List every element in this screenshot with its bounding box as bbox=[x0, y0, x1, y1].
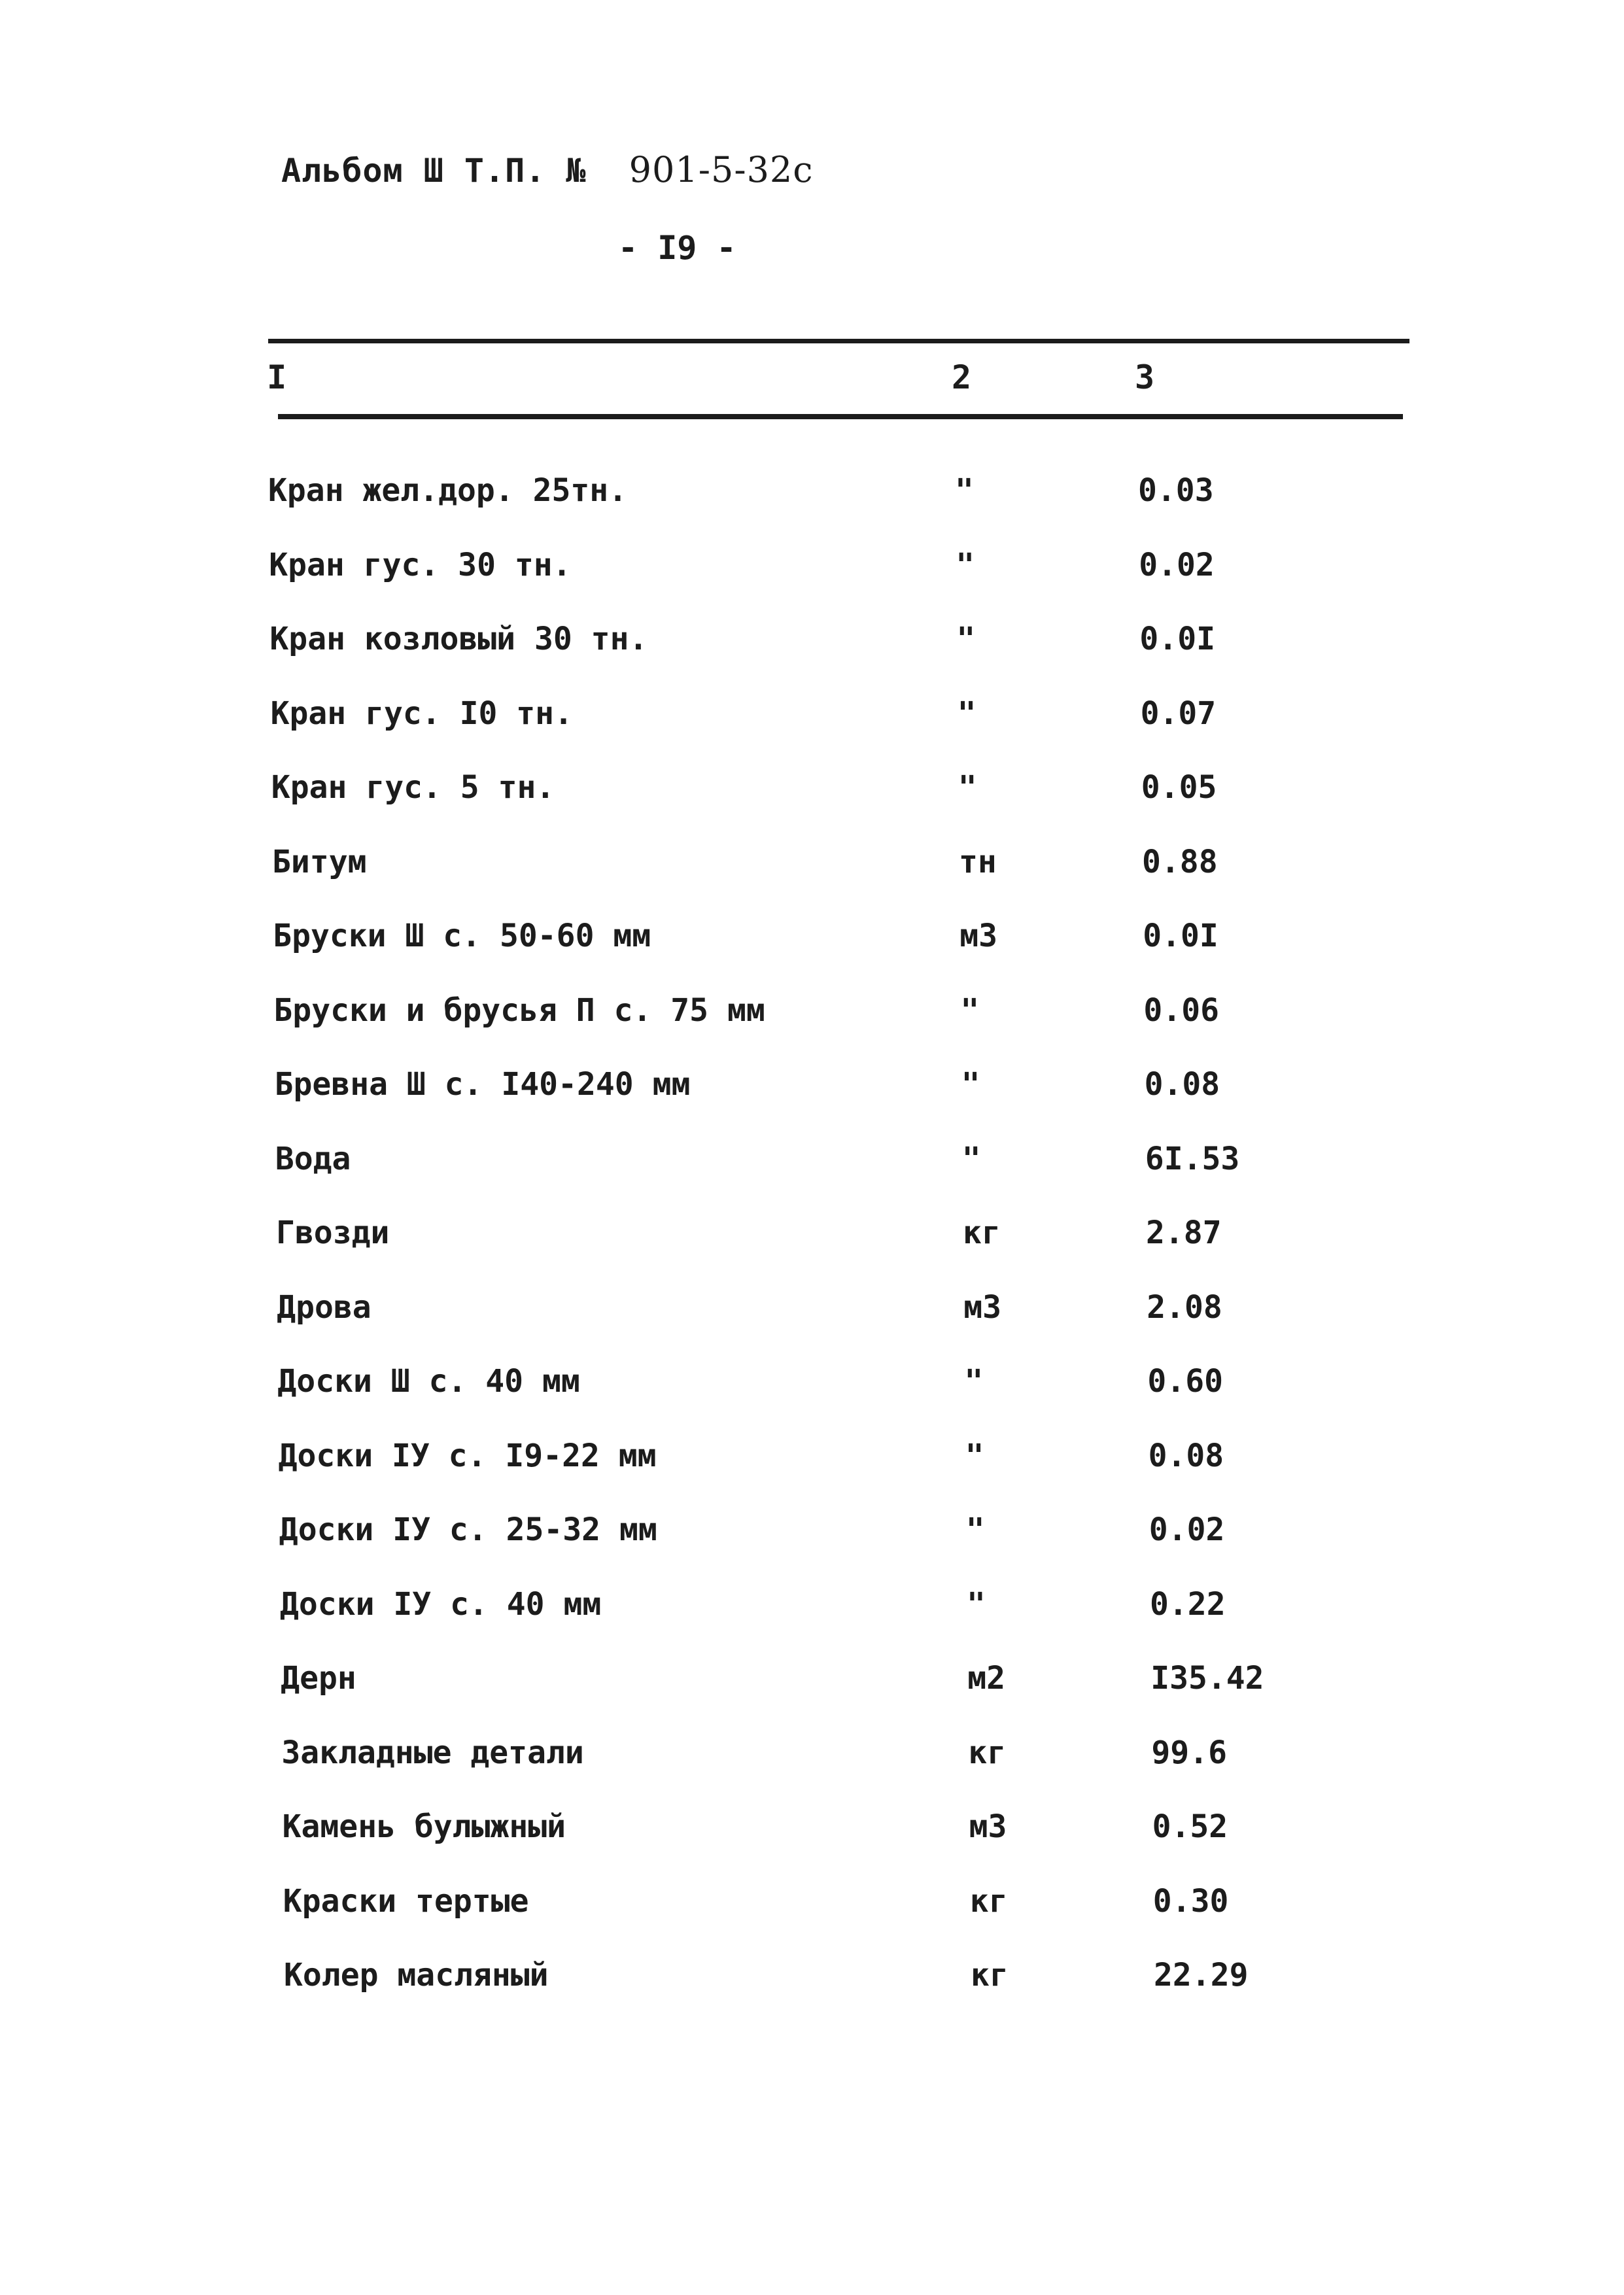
material-name: Бревна Ш с. I40-240 мм bbox=[274, 1066, 691, 1103]
quantity: I35.42 bbox=[1150, 1660, 1264, 1697]
quantity: 0.06 bbox=[1143, 992, 1219, 1029]
quantity: 6I.53 bbox=[1145, 1140, 1240, 1177]
column-header-3: 3 bbox=[1135, 358, 1155, 396]
unit-of-measure: м3 bbox=[963, 1288, 1001, 1326]
material-name: Битум bbox=[272, 843, 367, 880]
unit-of-measure: " bbox=[965, 1437, 984, 1474]
unit-of-measure: м2 bbox=[967, 1660, 1005, 1697]
material-name: Камень булыжный bbox=[282, 1808, 566, 1845]
material-name: Гвозди bbox=[276, 1215, 390, 1251]
unit-of-measure: " bbox=[958, 769, 977, 806]
table-top-rule bbox=[268, 339, 1409, 343]
column-header-1: I bbox=[267, 358, 287, 396]
quantity: 0.05 bbox=[1141, 769, 1217, 806]
quantity: 0.88 bbox=[1142, 843, 1218, 880]
document-number: 901-5-32с bbox=[629, 149, 814, 190]
quantity: 0.0I bbox=[1143, 918, 1218, 954]
material-name: Кран гус. I0 тн. bbox=[270, 695, 573, 732]
material-name: Бруски и брусья П с. 75 мм bbox=[273, 992, 765, 1029]
unit-of-measure: " bbox=[956, 546, 975, 583]
quantity: 0.60 bbox=[1147, 1363, 1223, 1400]
unit-of-measure: " bbox=[955, 472, 974, 509]
material-name: Кран гус. 30 тн. bbox=[269, 546, 572, 583]
unit-of-measure: " bbox=[967, 1585, 986, 1623]
unit-of-measure: " bbox=[956, 621, 976, 657]
page-number: - I9 - bbox=[618, 229, 736, 267]
material-name: Кран козловый 30 тн. bbox=[269, 621, 648, 657]
quantity: 0.22 bbox=[1150, 1585, 1226, 1623]
material-name: Закладные детали bbox=[281, 1734, 584, 1771]
material-name: Дерн bbox=[281, 1660, 356, 1697]
material-name: Доски IУ с. 40 мм bbox=[280, 1585, 602, 1623]
document-header bbox=[281, 149, 814, 190]
material-name: Колер масляный bbox=[284, 1957, 549, 1993]
material-name: Доски IУ с. I9-22 мм bbox=[278, 1437, 657, 1474]
unit-of-measure: м3 bbox=[969, 1808, 1007, 1845]
quantity: 22.29 bbox=[1154, 1957, 1249, 1993]
quantity: 99.6 bbox=[1151, 1734, 1227, 1771]
unit-of-measure: кг bbox=[969, 1882, 1008, 1920]
unit-of-measure: " bbox=[961, 1140, 981, 1177]
unit-of-measure: " bbox=[960, 992, 980, 1029]
material-name: Доски Ш с. 40 мм bbox=[277, 1363, 580, 1400]
unit-of-measure: м3 bbox=[959, 918, 997, 954]
quantity: 2.87 bbox=[1146, 1215, 1222, 1251]
quantity: 0.07 bbox=[1140, 695, 1217, 732]
unit-of-measure: тн bbox=[959, 843, 997, 880]
quantity: 0.52 bbox=[1152, 1808, 1228, 1845]
table-header-rule bbox=[278, 414, 1403, 419]
album-reference: Альбом Ш Т.П. № bbox=[281, 152, 587, 190]
material-name: Кран жел.дор. 25тн. bbox=[268, 472, 628, 509]
material-name: Кран гус. 5 тн. bbox=[271, 769, 555, 806]
quantity: 0.30 bbox=[1152, 1882, 1229, 1920]
unit-of-measure: кг bbox=[968, 1734, 1007, 1771]
quantity: 0.0I bbox=[1139, 621, 1215, 657]
material-name: Краски тертые bbox=[283, 1882, 529, 1920]
quantity: 0.03 bbox=[1138, 472, 1214, 509]
unit-of-measure: " bbox=[957, 695, 976, 732]
material-name: Дрова bbox=[277, 1288, 371, 1326]
material-name: Вода bbox=[275, 1140, 351, 1177]
quantity: 2.08 bbox=[1147, 1288, 1222, 1326]
unit-of-measure: кг bbox=[963, 1215, 1001, 1251]
material-name: Доски IУ с. 25-32 мм bbox=[279, 1511, 657, 1548]
unit-of-measure: кг bbox=[971, 1957, 1009, 1993]
quantity: 0.08 bbox=[1148, 1437, 1224, 1474]
unit-of-measure: " bbox=[965, 1511, 985, 1548]
quantity: 0.02 bbox=[1149, 1511, 1225, 1548]
quantity: 0.02 bbox=[1139, 546, 1215, 583]
unit-of-measure: " bbox=[964, 1363, 984, 1400]
quantity: 0.08 bbox=[1144, 1066, 1220, 1103]
unit-of-measure: " bbox=[961, 1066, 980, 1103]
material-name: Бруски Ш с. 50-60 мм bbox=[273, 918, 651, 954]
column-header-2: 2 bbox=[952, 358, 972, 396]
